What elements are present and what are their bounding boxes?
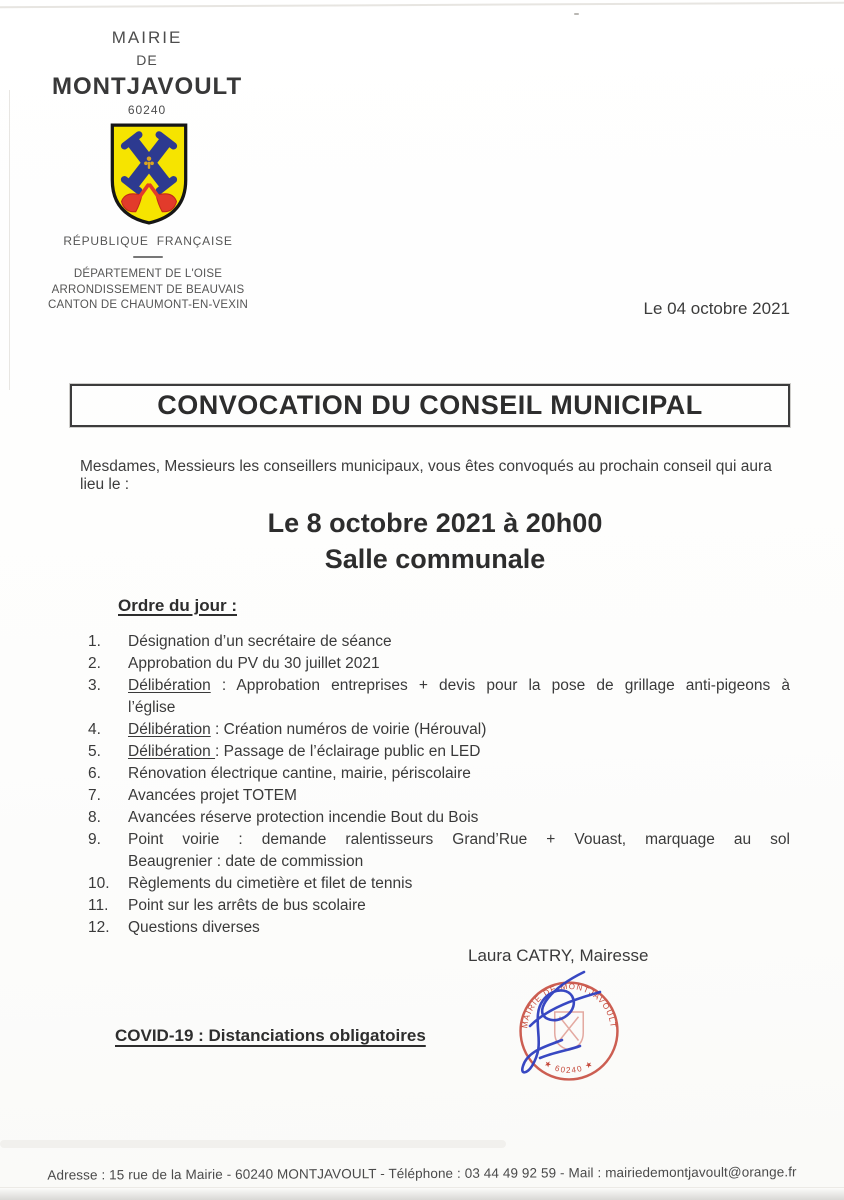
letterhead-commune: MONTJAVOULT <box>52 73 243 100</box>
agenda-list <box>88 631 790 939</box>
letterhead-postcode: 60240 <box>127 103 167 117</box>
scan-artifact <box>0 1140 506 1148</box>
letterhead <box>52 28 242 117</box>
scan-artifact <box>9 90 10 390</box>
agenda-item: 7. Avancées projet TOTEM <box>88 787 297 804</box>
agenda-item: 6. Rénovation électrique cantine, mairie, périscolaire <box>88 765 471 782</box>
agenda-item: 11. Point sur les arrêts de bus scolaire <box>88 897 366 914</box>
departement: DÉPARTEMENT DE L'OISE <box>73 268 223 280</box>
agenda-item: 2. Approbation du PV du 30 juillet 2021 <box>88 655 380 672</box>
agenda-item: 8. Avancées réserve protection incendie Bout du Bois <box>88 809 479 826</box>
scan-artifact <box>0 1188 844 1200</box>
meeting-info <box>80 505 790 577</box>
agenda-heading: Ordre du jour : <box>118 596 237 615</box>
agenda-item: 3. Délibération : Approbation entreprises + devis pour la pose de grillage anti-pigeons à l’église <box>88 677 790 716</box>
handwritten-signature <box>496 962 646 1092</box>
agenda-item: 12. Questions diverses <box>88 919 260 936</box>
canton: CANTON DE CHAUMONT-EN-VEXIN <box>47 299 249 311</box>
footer-address: Adresse : 15 rue de la Mairie - 60240 MONTJAVOULT - Téléphone : 03 44 49 92 59 - Mail : mairiedemontjavoult@orange.fr <box>47 1164 797 1183</box>
meeting-datetime: Le 8 octobre 2021 à 20h00 <box>267 508 603 538</box>
agenda-item: 9. Point voirie : demande ralentisseurs Grand’Rue + Vouast, marquage au sol Beaugrenier : date de commission <box>88 831 790 870</box>
covid-notice: COVID-19 : Distanciations obligatoires <box>115 1026 426 1045</box>
intro-paragraph: Mesdames, Messieurs les conseillers municipaux, vous êtes convoqués au prochain conseil qui aura lieu le : <box>80 458 772 493</box>
scan-artifact <box>0 2 844 8</box>
agenda-item: 10. Règlements du cimetière et filet de tennis <box>88 875 413 892</box>
agenda-item: 5. Délibération : Passage de l’éclairage public en LED <box>88 743 481 760</box>
divider <box>133 256 163 258</box>
stamp-bottom-text: ★ 60240 ★ <box>542 1058 596 1075</box>
republique-francaise: RÉPUBLIQUE FRANÇAISE <box>63 234 233 248</box>
letterhead-mairie: MAIRIE <box>111 28 183 47</box>
arrondissement: ARRONDISSEMENT DE BEAUVAIS <box>51 283 245 296</box>
agenda-item: 1. Désignation d’un secrétaire de séance <box>88 633 392 650</box>
document-date: Le 04 octobre 2021 <box>643 299 790 318</box>
scan-artifact <box>574 13 579 15</box>
signatory-name: Laura CATRY, Mairesse <box>468 946 649 965</box>
agenda-item: 4. Délibération : Création numéros de voirie (Hérouval) <box>88 721 487 738</box>
title-box <box>70 384 790 427</box>
letterhead-de: DE <box>136 52 158 68</box>
document-title: CONVOCATION DU CONSEIL MUNICIPAL <box>157 390 703 420</box>
stamp-top-text: MAIRIE DE MONTJAVOULT <box>520 981 618 1029</box>
meeting-place: Salle communale <box>324 544 546 574</box>
coat-of-arms-icon <box>106 121 192 227</box>
republique-block <box>26 234 270 314</box>
